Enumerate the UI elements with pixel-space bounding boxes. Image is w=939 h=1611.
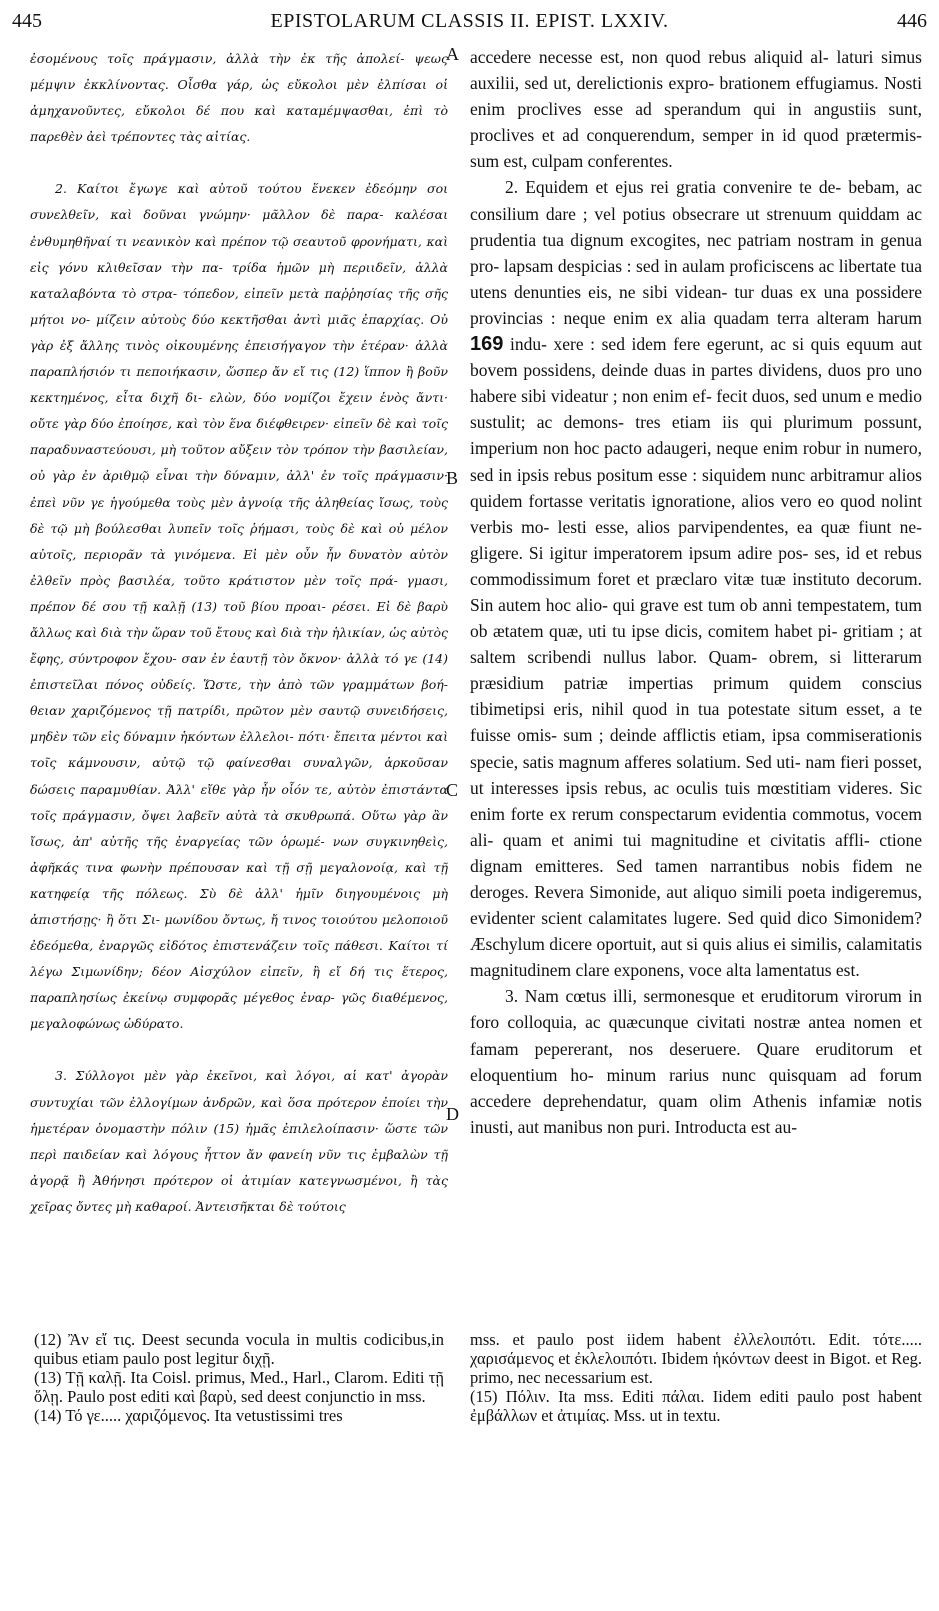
latin-paragraph-3: 3. Nam cœtus illi, sermonesque et eruditorum virorum in foro colloquia, ac quæcunque civitati nostræ antea nomen et famam pepererant, nos deseruere. Quare eruditorum et eloquentium ho- minum rarius nunc quisquam ad forum accedere deprehendatur, quam olim Athenis infamiæ notis inusti, aut manibus non puri. Introducta est au- (470, 986, 922, 1137)
margin-letter-a: A (446, 44, 459, 64)
latin-paragraph-2-part-a: 2. Equidem et ejus rei gratia convenire te de- bebam, ac consilium dare ; vel potius obsecrare ut strenuum quiddam ac prudentia tua dignum excogites, nec patriam nostram in genua pro- lapsam despicias : sed in aulam proficiscens ac libertate tua utens denunties eis, ne sibi videan- tur duas ex una possidere provincias : neque enim ex alia quadam terra alteram harum (470, 177, 922, 328)
footnote-14: (14) Τό γε..... χαριζόμενος. Ita vetustissimi tres (34, 1406, 343, 1425)
greek-paragraph-3: 3. Σύλλογοι μὲν γὰρ ἐκεῖνοι, καὶ λόγοι, αἱ κατ' ἀγορὰν συντυχίαι τῶν ἐλλογίμων ἀνδρῶν, καὶ ὅσα πρότερον ἐποίει τὴν ἡμετέραν ὀνομαστὴν πόλιν (15) ἡμᾶς ἐπιλελοίπασιν· ὥστε τῶν περὶ παιδείαν καὶ λόγους ἧττον ἄν φανείη νῦν τις ἐμβαλὼν τῇ ἀγορᾷ ἢ Ἀθήνησι πρότερον οἱ ἀτιμίαν κατεγνωσμένοι, ἢ τὰς χεῖρας ὄντες μὴ καθαροί. Ἀντεισῆκται δὲ τούτοις (30, 1068, 448, 1214)
running-header (12, 10, 927, 36)
footnotes-right (470, 1330, 922, 1425)
footnotes-left (34, 1330, 444, 1425)
page-number-left: 445 (12, 10, 42, 32)
running-title: EPISTOLARUM CLASSIS II. EPIST. LXXIV. (270, 10, 669, 32)
latin-column (470, 44, 922, 1140)
latin-paragraph-2-part-b: indu- xere : sed idem fere egerunt, ac si quis equum aut bovem possidens, deinde duas in partes dividens, duos pro uno habere sibi videatur ; non enim ef- fecit duos, sed unum e medio sustulit; ac demons- tres etiam iis qui plurimum possunt, imperium non hoc pacto adaugeri, neque enim robur in numero, sed in ipsis rebus positum esse : siquidem nunc arbitramur alios quidem fortasse veritatis ignoratione, alios vero eo quod nolint verbis mo- lesti esse, alios parvipendentes, ea quæ fiunt ne- gligere. Si igitur imperatorem ipsum adire pos- ses, id et rebus commodissimum foret et præclaro vitæ tuæ instituto decorum. Sin autem hoc alio- qui grave est tum ob anni tempestatem, tum ob ætatem quæ, uti tu ipse dicis, comitem habet pi- gritiam ; at saltem scribendi nullus labor. Quam- obrem, si litterarum præsidium patriæ impertias primum quidem conscius tibimetipsi eris, nihil quod in tua potestate situm esset, a te fuisse omis- sum ; deinde afflictis etiam, ipsa commiserationis specie, satis magnum afferes solatium. Sed uti- nam fieri posset, ut interesses ipsis rebus, ac oculis tuis mœstitiam videres. Sic enim forte ex rerum conspectarum evidentia commotus, vocem ali- quam et animi tui magnitudine et civitatis affli- ctione dignam emitteres. Sed tamen narrantibus nobis fidem ne deroges. Revera Simonide, aut aliquo simili poeta indigeremus, evidenter scient calamitates lugere. Sed quid dico Simonidem? Æschylum dicere oportuit, aut si quis alius ei similis, calamitatis magnitudinem clare exponens, voce alta lamentatus est. (470, 334, 923, 981)
footnote-14-continued: mss. et paulo post iidem habent ἐλλελοιπότι. Edit. τότε..... χαρισάμενος et ἐκλελοιπότι. Ibidem ἡκόντων deest in Bigot. et Reg. primo, nec necessarium est. (470, 1330, 922, 1387)
column-number: 169 (470, 333, 504, 356)
greek-paragraph-1: ἐσομένους τοῖς πράγμασιν, ἀλλὰ τὴν ἐκ τῆς ἀπολεί- ψεως μέμψιν ἐκκλίνοντας. Οἶσθα γάρ, ὡς εὔκολοι μὲν ἐλπίσαι οἱ ἀμηχανοῦντες, εὔκολοι δέ που καὶ καταμέμψασθαι, ἐπὶ τὸ παρεθὲν ἀεὶ τρέποντες τὰς αἰτίας. (30, 51, 448, 145)
footnote-12: (12) Ἂν εἴ τις. Deest secunda vocula in multis codicibus,in quibus etiam paulo post legitur διχῇ. (34, 1330, 444, 1368)
footnote-15: (15) Πόλιν. Ita mss. Editi πάλαι. Iidem editi paulo post habent ἐμβάλλων et ἀτιμίας. Mss. ut in textu. (470, 1387, 922, 1425)
margin-letter-b: B (446, 468, 459, 488)
latin-paragraph-1: accedere necesse est, non quod rebus aliquid al- laturi simus auxilii, sed ut, derelictionis expro- brationem effugiamus. Nosti enim proclives esse ad sperandum qui in angustiis sunt, proclives et ad conquerendum, semper in id quod prætermis- sum est, culpam conferentes. (470, 47, 922, 172)
page-number-right: 446 (897, 10, 927, 32)
greek-paragraph-2: 2. Καίτοι ἔγωγε καὶ αὐτοῦ τούτου ἕνεκεν ἐδεόμην σοι συνελθεῖν, καὶ δοῦναι γνώμην· μᾶλλον δὲ παρα- καλέσαι ἐνθυμηθῆναί τι νεανικὸν καὶ πρέπον τῷ σεαυτοῦ φρονήματι, καὶ εἰς γόνυ κλιθεῖσαν τὴν πα- τρίδα ἡμῶν μὴ περιιδεῖν, ἀλλὰ καταλαβόντα τὸ στρα- τόπεδον, εἰπεῖν μετὰ παῤῥησίας τῆς σῆς μήτοι νο- μίζειν αὐτοὺς δύο κεκτῆσθαι ἀντὶ μιᾶς ἐπαρχίας. Οὐ γὰρ ἐξ ἄλλης τινὸς οἰκουμένης ἐπεισήγαγον τὴν ἑτέραν· ἀλλὰ παραπλήσιόν τι πεποιήκασιν, ὥσπερ ἄν εἴ τις (12) ἵππον ἢ βοῦν κεκτημένος, εἶτα διχῆ δι- ελὼν, δύο νομίζοι ἔχειν ἑνὸς ἄντι· οὔτε γὰρ δύο ἐποίησε, καὶ τὸν ἕνα διέφθειρεν· εἰπεῖν δὲ καὶ τοῖς παραδυναστεύουσι, μὴ τοῦτον αὔξειν τὸν τρόπον τὴν βασιλείαν, οὐ γὰρ ἐν ἀριθμῷ εἶναι τὴν δύναμιν, ἀλλ' ἐν τοῖς πράγμασιν· ἐπεὶ νῦν γε ἡγούμεθα τοὺς μὲν ἀγνοίᾳ τῆς ἀληθείας ἴσως, τοὺς δὲ τῷ μὴ βούλεσθαι λυπεῖν τοῖς ῥήμασι, τοὺς δὲ καὶ οὐ μέλον αὐτοῖς, περιορᾶν τὰ γινόμενα. Εἰ μὲν οὖν ἦν δυνατὸν αὐτὸν ἐλθεῖν πρὸς βασιλέα, τοῦτο κράτιστον μὲν τοῖς πρά- γμασι, πρέπον δέ σου τῇ καλῇ (13) τοῦ βίου προαι- ρέσει. Εἰ δὲ βαρὺ ἄλλως καὶ διὰ τὴν ὥραν τοῦ ἔτους καὶ διὰ τὴν ἡλικίαν, ὡς αὐτὸς ἔφης, σύντροφον ἔχου- σαν ἐν ἑαυτῇ τὸν ὄκνον· ἀλλὰ τό γε (14) ἐπιστεῖλαι πόνος οὐδείς. Ὥστε, τὴν ἀπὸ τῶν γραμμάτων βοή- θειαν χαριζόμενος τῇ πατρίδι, πρῶτον μὲν σαυτῷ συνειδήσεις, μηδὲν τῶν εἰς δύναμιν ἡκόντων ἐλλελοι- πότι· ἔπειτα μέντοι καὶ τοῖς κάμνουσιν, αὐτῷ τῷ φαίνεσθαι συναλγῶν, ἀρκοῦσαν δώσεις παραμυθίαν. Ἀλλ' εἴθε γὰρ ἦν οἷόν τε, αὐτὸν ἐπιστάντα τοῖς πράγμασιν, ὄψει λαβεῖν αὐτὰ τὰ σκυθρωπά. Οὕτω γὰρ ἂν ἴσως, ἀπ' αὐτῆς τῆς ἐναργείας τῶν ὁρωμέ- νων συγκινηθεὶς, ἀφῆκάς τινα φωνὴν πρέπουσαν καὶ τῇ σῇ μεγαλονοίᾳ, καὶ τῇ κατηφείᾳ τῆς πόλεως. Σὺ δὲ ἀλλ' ἡμῖν διηγουμένοις μὴ ἀπιστήσῃς· ἢ ὅτι Σι- μωνίδου ὄντως, ἤ τινος τοιούτου μελοποιοῦ ἐδεόμεθα, ἐναργῶς εἰδότος ἐπιστενάζειν τοῖς πάθεσι. Καίτοι τί λέγω Σιμωνίδην; δέον Αἰσχύλον εἰπεῖν, ἢ εἴ δή τις ἕτερος, παραπλησίως ἐκείνῳ συμφορᾶς μέγεθος ἐναρ- γῶς διαθέμενος, μεγαλοφώνως ὠδύρατο. (30, 181, 448, 1032)
greek-column (30, 46, 448, 1220)
margin-letter-c: C (446, 780, 459, 800)
margin-letter-d: D (446, 1104, 459, 1124)
latin-paragraph-2 (470, 174, 922, 983)
footnote-13: (13) Τῇ καλῇ. Ita Coisl. primus, Med., Harl., Clarom. Editi τῇ ὅλῃ. Paulo post editi καὶ βαρὺ, sed deest conjunctio in mss. (34, 1368, 444, 1406)
